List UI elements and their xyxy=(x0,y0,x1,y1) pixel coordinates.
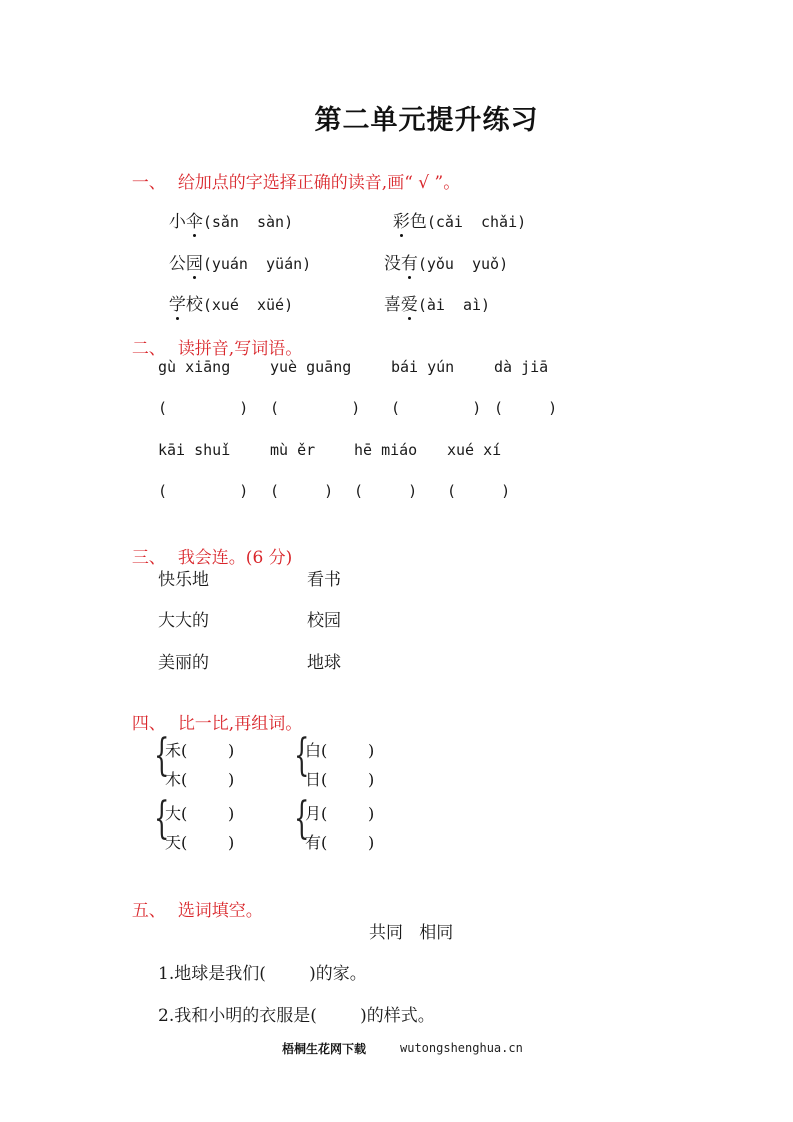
answer-blank[interactable]: ( ) xyxy=(158,482,249,500)
section-title: 选词填空。 xyxy=(177,901,263,921)
footer-site-url[interactable]: wutongshenghua.cn xyxy=(400,1041,523,1055)
section-title: 比一比,再组词。 xyxy=(177,714,303,734)
section-number: 四、 xyxy=(131,714,166,734)
footer-site-name: 梧桐生花网下载 xyxy=(282,1042,367,1056)
pinyin-word: dà jiā xyxy=(494,358,549,376)
pinyin-options[interactable]: (sǎn sàn) xyxy=(202,213,294,231)
brace-icon: { xyxy=(154,793,170,844)
pinyin-word: yuè guāng xyxy=(270,358,352,376)
pinyin-options[interactable]: (xué xüé) xyxy=(202,296,294,314)
answer-blank[interactable]: ( ) xyxy=(354,482,418,500)
pronunciation-item: 彩色(cǎi chǎi) xyxy=(382,187,526,232)
pronunciation-item: 公园(yuán yüán) xyxy=(158,229,311,274)
brace-icon: { xyxy=(154,730,170,781)
emphasis-dot-char: 伞 xyxy=(186,207,203,232)
char-compare-line: 日( ) xyxy=(305,770,375,789)
section-2-heading xyxy=(121,314,302,359)
fill-blank-question[interactable]: 2.我和小明的衣服是( )的样式。 xyxy=(158,1006,435,1026)
answer-blank[interactable]: ( ) xyxy=(270,482,334,500)
match-left-item[interactable]: 大大的 xyxy=(158,611,209,631)
emphasis-dot-char: 有 xyxy=(401,249,418,274)
match-left-item[interactable]: 美丽的 xyxy=(158,653,209,673)
brace-icon: { xyxy=(294,793,310,844)
section-title: 我会连。(6 分) xyxy=(177,548,293,568)
char-compare-line: 大( ) xyxy=(165,804,235,823)
char-compare-line: 有( ) xyxy=(305,833,375,852)
char-compare-line: 白( ) xyxy=(305,741,375,760)
section-number: 三、 xyxy=(131,548,166,568)
answer-blank[interactable]: ( ) xyxy=(494,399,558,417)
pronunciation-item: 没有(yǒu yuǒ) xyxy=(373,229,508,274)
pronunciation-item: 学校(xué xüé) xyxy=(158,270,293,315)
answer-blank[interactable]: ( ) xyxy=(321,804,375,823)
answer-blank[interactable]: ( ) xyxy=(181,833,235,852)
section-number: 二、 xyxy=(131,339,166,359)
pinyin-options[interactable]: (yǒu yuǒ) xyxy=(417,255,509,273)
pinyin-word: gù xiāng xyxy=(158,358,231,376)
answer-blank[interactable]: ( ) xyxy=(391,399,482,417)
pinyin-word: xué xí xyxy=(447,441,502,459)
pronunciation-item: 小伞(sǎn sàn) xyxy=(158,187,293,232)
pinyin-options[interactable]: (ài aì) xyxy=(417,296,491,314)
match-left-item[interactable]: 快乐地 xyxy=(158,570,209,590)
pinyin-word: hē miáo xyxy=(354,441,418,459)
char-compare-line: 禾( ) xyxy=(165,741,235,760)
answer-blank[interactable]: ( ) xyxy=(158,399,249,417)
section-3-heading xyxy=(121,523,292,568)
answer-blank[interactable]: ( ) xyxy=(181,741,235,760)
match-right-item[interactable]: 地球 xyxy=(307,653,341,673)
pinyin-word: bái yún xyxy=(391,358,455,376)
answer-blank[interactable]: ( ) xyxy=(181,804,235,823)
answer-blank[interactable]: ( ) xyxy=(181,770,235,789)
pinyin-word: kāi shuǐ xyxy=(158,441,231,459)
pinyin-word: mù ěr xyxy=(270,441,316,459)
pronunciation-item: 喜爱(ài aì) xyxy=(373,270,490,315)
word-bank: 共同 相同 xyxy=(369,923,454,943)
section-title: 给加点的字选择正确的读音,画“ √ ”。 xyxy=(177,173,461,193)
page-title: 第二单元提升练习 xyxy=(314,105,539,136)
answer-blank[interactable]: ( ) xyxy=(321,741,375,760)
brace-icon: { xyxy=(294,730,310,781)
section-4-heading xyxy=(121,689,302,734)
answer-blank[interactable]: ( ) xyxy=(447,482,511,500)
pinyin-options[interactable]: (yuán yüán) xyxy=(202,255,312,273)
match-right-item[interactable]: 校园 xyxy=(307,611,341,631)
pinyin-options[interactable]: (cǎi chǎi) xyxy=(426,213,527,231)
section-number: 五、 xyxy=(131,901,166,921)
section-5-heading xyxy=(121,876,263,921)
answer-blank[interactable]: ( ) xyxy=(321,833,375,852)
char-compare-line: 木( ) xyxy=(165,770,235,789)
emphasis-dot-char: 园 xyxy=(186,249,203,274)
emphasis-dot-char: 爱 xyxy=(401,290,418,315)
char-compare-line: 天( ) xyxy=(165,833,235,852)
fill-blank-question[interactable]: 1.地球是我们( )的家。 xyxy=(158,964,367,984)
answer-blank[interactable]: ( ) xyxy=(321,770,375,789)
section-number: 一、 xyxy=(131,173,166,193)
match-right-item[interactable]: 看书 xyxy=(307,570,341,590)
answer-blank[interactable]: ( ) xyxy=(270,399,361,417)
section-title: 读拼音,写词语。 xyxy=(177,339,303,359)
emphasis-dot-char: 彩 xyxy=(393,207,410,232)
emphasis-dot-char: 学 xyxy=(169,290,186,315)
char-compare-line: 月( ) xyxy=(305,804,375,823)
